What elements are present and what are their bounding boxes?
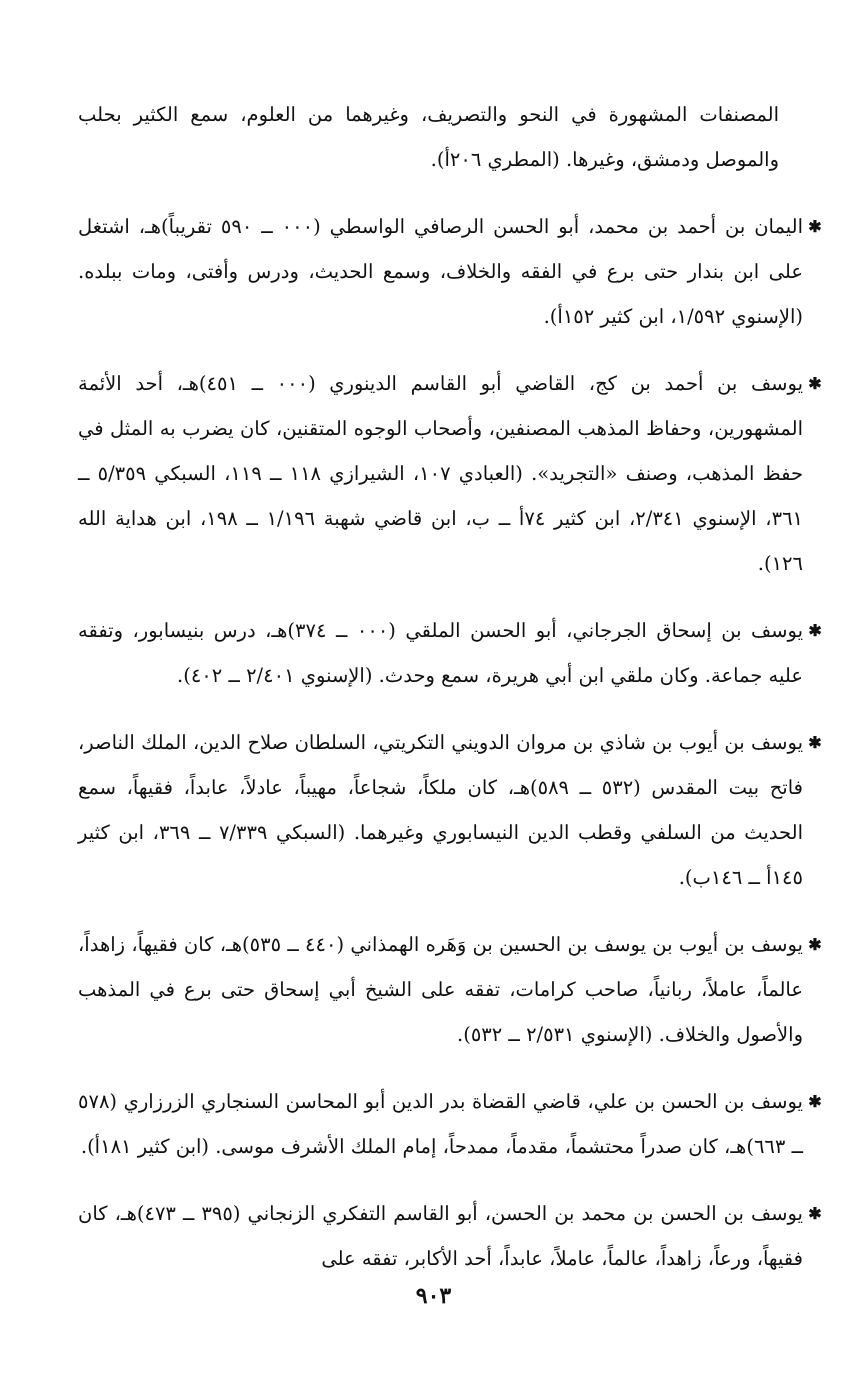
asterisk-bullet-icon: ✱ (808, 374, 822, 393)
entry-yusuf-ibn-ahmad-ibn-kajj (78, 361, 827, 586)
entry-text: يوسف بن أحمد بن كج، القاضي أبو القاسم الدينوري (٠٠٠ ــ ٤٥١)هـ، أحد الأئمة المشهورين، وحفاظ المذهب المصنفين، وأصحاب الوجوه المتقنين، كان يضرب به المثل في حفظ المذهب، وصنف «التجريد». (العبادي ١٠٧، الشيرازي ١١٨ ــ ١١٩، السبكي ٥/٣٥٩ ــ ٣٦١، الإسنوي ٢/٣٤١، ابن كثير ٧٤أ ــ ب، ابن قاضي شهبة ١/١٩٦ ــ ١٩٨، ابن هداية الله ١٢٦). (78, 372, 804, 575)
continuation-paragraph (78, 92, 827, 182)
asterisk-bullet-icon: ✱ (808, 217, 822, 236)
entry-yusuf-al-zanjani (78, 1191, 827, 1281)
entry-yusuf-ibn-al-hasan-ibn-ali (78, 1079, 827, 1169)
entry-text: يوسف بن أيوب بن شاذي بن مروان الدويني التكريتي، السلطان صلاح الدين، الملك الناصر، فاتح بيت المقدس (٥٣٢ ــ ٥٨٩)هـ، كان ملكاً، شجاعاً، مهيباً، عادلاً، عابداً، فقيهاً، سمع الحديث من السلفي وقطب الدين النيسابوري وغيرهما. (السبكي ٧/٣٣٩ ــ ٣٦٩، ابن كثير ١٤٥أ ــ ١٤٦ب). (78, 731, 803, 889)
asterisk-bullet-icon: ✱ (808, 733, 822, 752)
entry-yusuf-ibn-ishaq (78, 608, 827, 698)
asterisk-bullet-icon: ✱ (808, 621, 822, 640)
asterisk-bullet-icon: ✱ (808, 1092, 822, 1111)
page-number: ٩٠٣ (415, 1283, 452, 1309)
asterisk-bullet-icon: ✱ (808, 935, 822, 954)
entry-yusuf-al-hamadhani (78, 922, 827, 1057)
entry-text: يوسف بن الحسن بن علي، قاضي القضاة بدر الدين أبو المحاسن السنجاري الزرزاري (٥٧٨ ــ ٦٦٣)هـ، كان صدراً محتشماً، مقدماً، ممدحاً، إمام الملك الأشرف موسى. (ابن كثير ١٨١أ). (78, 1090, 803, 1158)
continuation-text: المصنفات المشهورة في النحو والتصريف، وغيرهما من العلوم، سمع الكثير بحلب والموصل ودمشق، وغيرها. (المطري ٢٠٦أ). (78, 103, 779, 171)
entry-text: يوسف بن إسحاق الجرجاني، أبو الحسن الملقي (٠٠٠ ــ ٣٧٤)هـ، درس بنيسابور، وتفقه عليه جماعة. وكان ملقي ابن أبي هريرة، سمع وحدث. (الإسنوي ٢/٤٠١ ــ ٤٠٢). (78, 619, 804, 687)
entry-text: يوسف بن أيوب بن يوسف بن الحسين بن وَهَره الهمذاني (٤٤٠ ــ ٥٣٥)هـ، كان فقيهاً، زاهداً، عالماً، عاملاً، ربانياً، صاحب كرامات، تفقه على الشيخ أبي إسحاق حتى برع في المذهب والأصول والخلاف. (الإسنوي ٢/٥٣١ ــ ٥٣٢). (78, 933, 803, 1046)
asterisk-bullet-icon: ✱ (808, 1204, 822, 1223)
page-text (78, 92, 827, 1303)
entry-yaman-ibn-ahmad (78, 204, 827, 339)
entry-text: يوسف بن الحسن بن محمد بن الحسن، أبو القاسم التفكري الزنجاني (٣٩٥ ــ ٤٧٣)هـ، كان فقيهاً، ورعاً، زاهداً، عالماً، عاملاً، عابداً، أحد الأكابر، تفقه على (78, 1202, 803, 1270)
entry-text: اليمان بن أحمد بن محمد، أبو الحسن الرصافي الواسطي (٠٠٠ ــ ٥٩٠ تقريباً)هـ، اشتغل على ابن بندار حتى برع في الفقه والخلاف، وسمع الحديث، ودرس وأفتى، ومات ببلده. (الإسنوي ١/٥٩٢، ابن كثير ١٥٢أ). (78, 215, 803, 328)
entry-salah-al-din (78, 720, 827, 900)
